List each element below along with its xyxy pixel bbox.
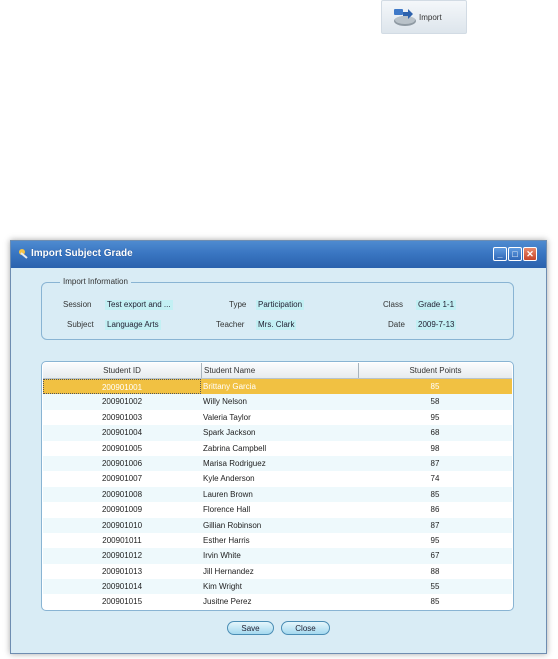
session-value: Test export and ... [107, 300, 171, 309]
table-row[interactable] [43, 548, 512, 563]
date-value: 2009-7-13 [418, 320, 455, 329]
student-points-cell: 87 [430, 520, 440, 530]
table-row[interactable] [43, 533, 512, 548]
teacher-value: Mrs. Clark [258, 320, 295, 329]
student-id-cell: 200901003 [101, 412, 143, 422]
close-icon: ✕ [526, 249, 534, 259]
student-id-cell: 200901012 [101, 551, 143, 561]
student-name-cell: Kyle Anderson [203, 474, 255, 484]
student-name-cell: Zabrina Campbell [203, 443, 267, 453]
student-id-cell: 200901008 [101, 489, 143, 499]
window-title: Import Subject Grade [31, 248, 133, 259]
student-id-cell: 200901015 [101, 597, 143, 607]
student-id-cell: 200901010 [101, 520, 143, 530]
student-name-cell: Willy Nelson [203, 397, 248, 407]
maximize-icon: □ [512, 249, 518, 259]
student-name-cell: Florence Hall [203, 505, 251, 515]
table-row[interactable] [43, 579, 512, 594]
table-row[interactable] [43, 471, 512, 486]
student-name-cell: Gillian Robinson [203, 520, 262, 530]
class-label: Class [383, 300, 404, 309]
table-row[interactable] [43, 518, 512, 533]
student-points-cell: 87 [430, 458, 440, 468]
close-window-button[interactable] [523, 247, 537, 261]
student-id-cell: 200901002 [101, 397, 143, 407]
student-id-cell: 200901005 [101, 443, 143, 453]
student-name-cell: Kim Wright [203, 582, 242, 592]
student-name-cell: Irvin White [203, 551, 241, 561]
student-points-cell: 58 [430, 397, 440, 407]
header-student-points[interactable]: Student Points [409, 366, 462, 375]
table-row[interactable] [43, 379, 512, 394]
import-button-label: Import [419, 12, 442, 22]
student-points-cell: 98 [430, 443, 440, 453]
minimize-icon: _ [497, 249, 503, 259]
subject-value: Language Arts [107, 320, 159, 329]
import-information-legend: Import Information [60, 277, 131, 286]
title-bar[interactable] [11, 241, 546, 268]
student-id-cell: 200901006 [101, 458, 143, 468]
student-name-cell: Jill Hernandez [203, 566, 254, 576]
teacher-label: Teacher [216, 320, 245, 329]
student-points-cell: 85 [430, 382, 440, 391]
student-points-cell: 86 [430, 505, 440, 515]
table-row[interactable] [43, 441, 512, 456]
header-student-id[interactable]: Student ID [43, 363, 202, 378]
close-button[interactable]: Close [281, 621, 330, 635]
maximize-button[interactable] [508, 247, 522, 261]
table-row[interactable] [43, 594, 512, 609]
student-name-cell: Esther Harris [203, 535, 250, 545]
student-points-table [41, 361, 514, 611]
import-subject-grade-dialog [10, 240, 547, 654]
student-name-cell: Lauren Brown [203, 489, 253, 499]
minimize-button[interactable] [493, 247, 507, 261]
header-student-name[interactable]: Student Name [202, 363, 359, 378]
student-name-cell: Brittany Garcia [203, 382, 256, 391]
table-row[interactable] [43, 564, 512, 579]
table-header [43, 363, 512, 379]
table-body [43, 379, 512, 610]
student-name-cell: Valeria Taylor [203, 412, 251, 422]
student-points-cell: 85 [430, 489, 440, 499]
student-id-cell: 200901001 [43, 379, 201, 394]
student-id-cell: 200901013 [101, 566, 143, 576]
student-points-cell: 88 [430, 566, 440, 576]
class-value: Grade 1-1 [418, 300, 455, 309]
student-name-cell: Jusitne Perez [203, 597, 252, 607]
student-id-cell: 200901011 [102, 535, 142, 545]
app-icon [18, 248, 29, 259]
student-id-cell: 200901014 [101, 582, 143, 592]
student-points-cell: 95 [430, 535, 440, 545]
student-name-cell: Marisa Rodriguez [203, 458, 266, 468]
import-information-group [41, 282, 514, 340]
student-points-cell: 68 [430, 428, 440, 438]
student-points-cell: 95 [430, 412, 440, 422]
table-row[interactable] [43, 394, 512, 409]
student-name-cell: Spark Jackson [203, 428, 256, 438]
student-points-cell: 85 [430, 597, 440, 607]
subject-label: Subject [67, 320, 94, 329]
student-points-cell: 74 [430, 474, 440, 484]
table-row[interactable] [43, 425, 512, 440]
date-label: Date [388, 320, 405, 329]
import-icon [391, 6, 417, 28]
save-button[interactable]: Save [227, 621, 274, 635]
student-points-cell: 67 [430, 551, 440, 561]
table-row[interactable] [43, 456, 512, 471]
type-label: Type [229, 300, 247, 309]
table-row[interactable] [43, 487, 512, 502]
import-button[interactable] [381, 0, 467, 34]
table-row[interactable] [43, 410, 512, 425]
table-row[interactable] [43, 502, 512, 517]
student-id-cell: 200901009 [101, 505, 143, 515]
student-id-cell: 200901007 [101, 474, 143, 484]
student-id-cell: 200901004 [101, 428, 143, 438]
student-points-cell: 55 [430, 582, 440, 592]
session-label: Session [63, 300, 92, 309]
type-value: Participation [258, 300, 303, 309]
